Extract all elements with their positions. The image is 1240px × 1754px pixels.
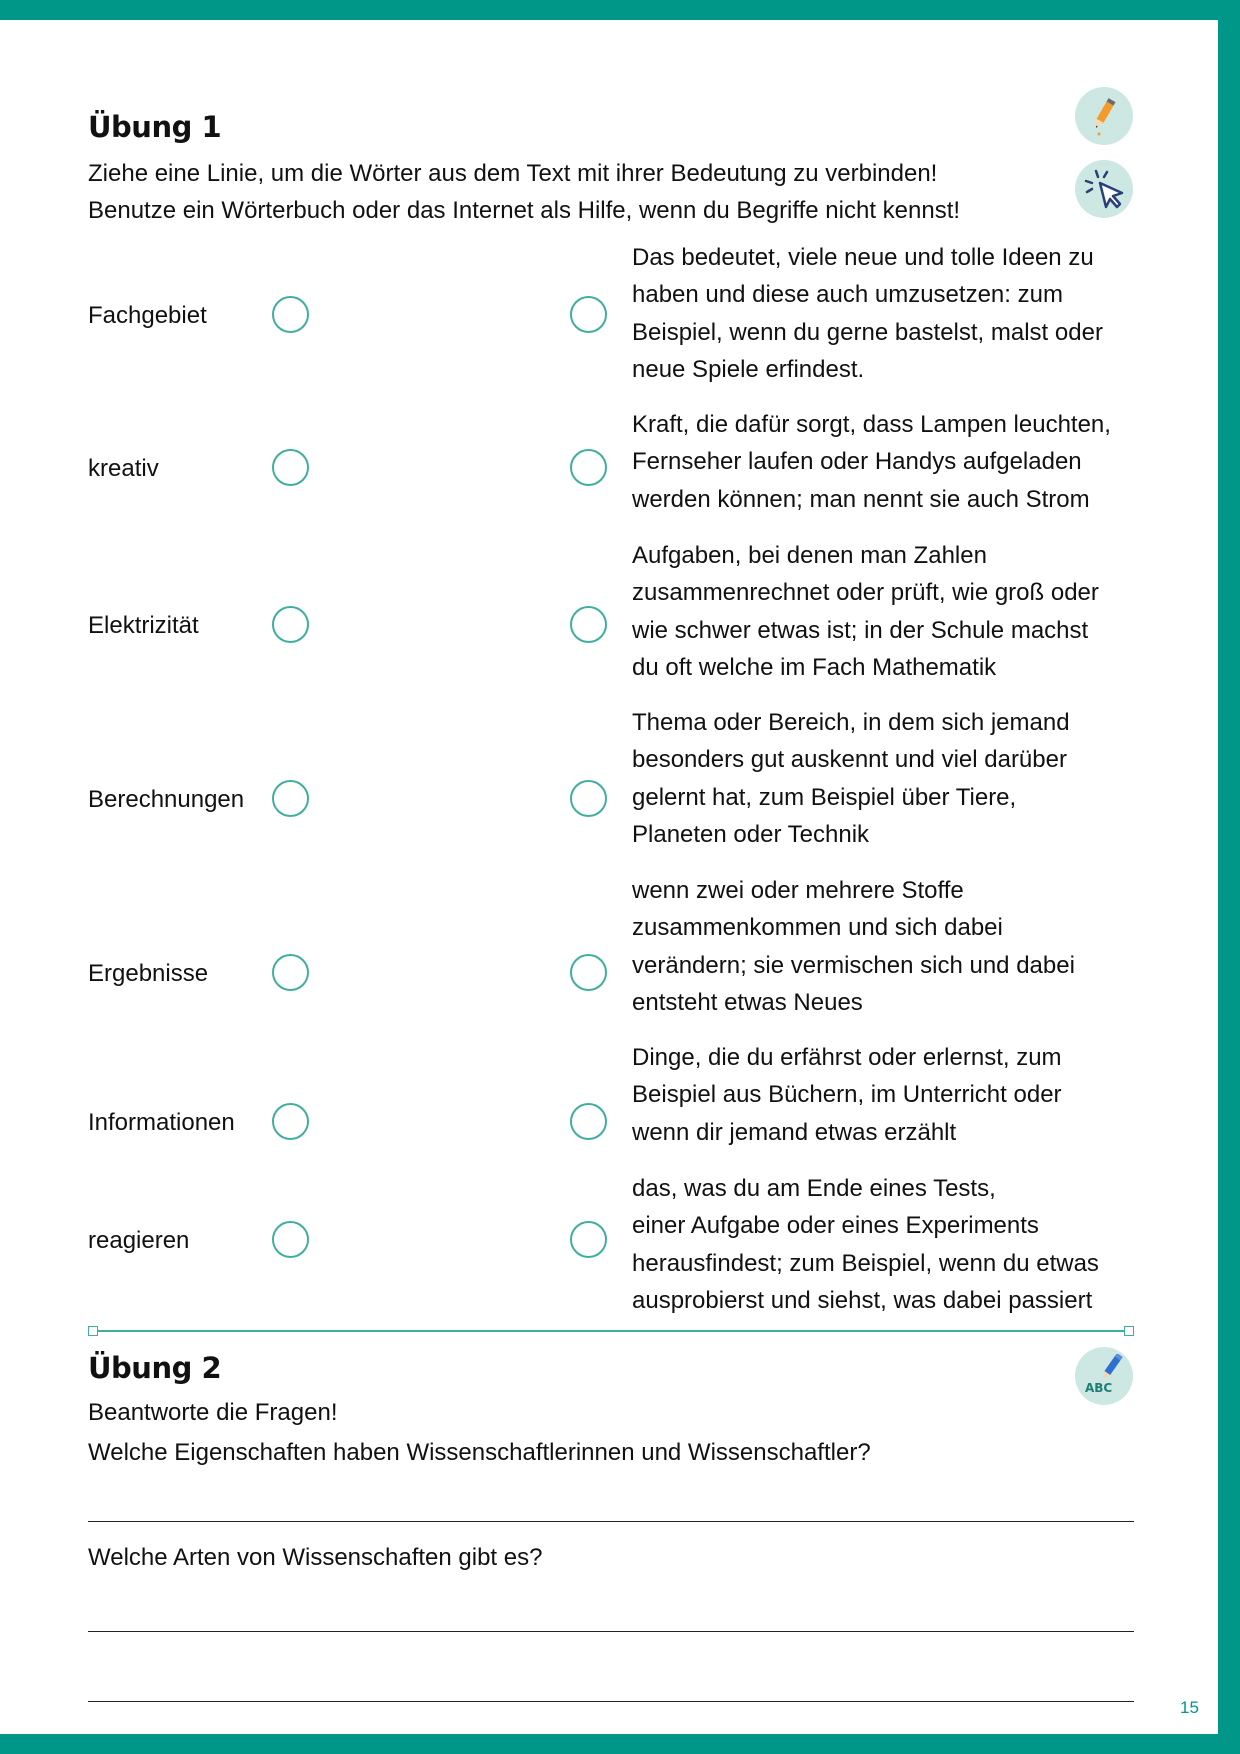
definition-7: [632, 1170, 1152, 1320]
definition-connect-point[interactable]: [570, 1221, 607, 1258]
svg-text:ABC: ABC: [1085, 1381, 1113, 1395]
term-connect-point[interactable]: [272, 780, 309, 817]
divider-handle-right[interactable]: [1124, 1326, 1134, 1336]
definition-5: [632, 872, 1152, 1022]
page-frame-top: [0, 0, 1240, 20]
definition-connect-point[interactable]: [570, 780, 607, 817]
answer-line[interactable]: [88, 1631, 1134, 1632]
term-connect-point[interactable]: [272, 1103, 309, 1140]
exercise-1-instruction-line-2: Benutze ein Wörterbuch oder das Internet als Hilfe, wenn du Begriffe nicht kennst!: [88, 197, 961, 224]
term-berechnungen: Berechnungen: [88, 786, 245, 813]
definition-line: Das bedeutet, viele neue und tolle Ideen zu: [632, 244, 1094, 271]
term-connect-point[interactable]: [272, 954, 309, 991]
term-fachgebiet: Fachgebiet: [88, 302, 207, 329]
definition-line: einer Aufgabe oder eines Experiments: [632, 1212, 1039, 1240]
cursor-click-icon: [1080, 165, 1128, 213]
definition-line: Planeten oder Technik: [632, 821, 870, 849]
definition-line: werden können; man nennt sie auch Strom: [632, 485, 1090, 513]
definition-line: wie schwer etwas ist; in der Schule machst: [632, 616, 1089, 644]
term-elektrizitaet: Elektrizität: [88, 612, 199, 639]
definition-connect-point[interactable]: [570, 1103, 607, 1140]
question-2: Welche Arten von Wissenschaften gibt es?: [88, 1544, 543, 1571]
definition-line: Aufgaben, bei denen man Zahlen: [632, 542, 987, 569]
definition-line: du oft welche im Fach Mathematik: [632, 654, 997, 682]
definition-connect-point[interactable]: [570, 296, 607, 333]
definition-line: Fernseher laufen oder Handys aufgeladen: [632, 448, 1082, 476]
definition-line: wenn zwei oder mehrere Stoffe: [632, 877, 964, 904]
definition-line: haben und diese auch umzusetzen: zum: [632, 281, 1063, 309]
term-connect-point[interactable]: [272, 449, 309, 486]
definition-line: verändern; sie vermischen sich und dabei: [632, 951, 1075, 979]
term-ergebnisse: Ergebnisse: [88, 960, 209, 987]
exercise-1-instruction-line-1: Ziehe eine Linie, um die Wörter aus dem Text mit ihrer Bedeutung zu verbinden!: [88, 160, 938, 187]
definition-6: [632, 1039, 1152, 1151]
term-informationen: Informationen: [88, 1109, 235, 1136]
definition-line: entsteht etwas Neues: [632, 989, 863, 1017]
page-number: 15: [1180, 1698, 1199, 1717]
pencil-abc-badge: [1075, 1347, 1133, 1405]
answer-line[interactable]: [88, 1701, 1134, 1702]
definition-4: [632, 704, 1152, 854]
exercise-2-title: Übung 2: [88, 1351, 222, 1385]
term-connect-point[interactable]: [272, 296, 309, 333]
definition-1: [632, 239, 1152, 389]
term-reagieren: reagieren: [88, 1227, 190, 1254]
pencil-badge: [1075, 87, 1133, 145]
definition-line: Beispiel, wenn du gerne bastelst, malst oder: [632, 318, 1103, 346]
definition-line: gelernt hat, zum Beispiel über Tiere,: [632, 783, 1017, 811]
definition-connect-point[interactable]: [570, 449, 607, 486]
definition-line: herausfindest; zum Beispiel, wenn du etwas: [632, 1249, 1099, 1277]
definition-line: zusammenrechnet oder prüft, wie groß oder: [632, 579, 1099, 607]
question-1: Welche Eigenschaften haben Wissenschaftlerinnen und Wissenschaftler?: [88, 1439, 871, 1466]
answer-line[interactable]: [88, 1521, 1134, 1522]
definition-line: zusammenkommen und sich dabei: [632, 914, 1003, 942]
term-connect-point[interactable]: [272, 1221, 309, 1258]
pencil-icon: [1087, 96, 1121, 136]
definition-line: Thema oder Bereich, in dem sich jemand: [632, 709, 1070, 736]
definition-line: wenn dir jemand etwas erzählt: [632, 1118, 957, 1146]
definition-connect-point[interactable]: [570, 606, 607, 643]
definition-line: neue Spiele erfindest.: [632, 356, 865, 384]
page-frame-right: [1218, 0, 1240, 1754]
definition-line: das, was du am Ende eines Tests,: [632, 1175, 996, 1202]
page-frame-bottom: [0, 1734, 1240, 1754]
exercise-2-instruction: Beantworte die Fragen!: [88, 1399, 338, 1426]
term-kreativ: kreativ: [88, 455, 159, 482]
divider-handle-left[interactable]: [88, 1326, 98, 1336]
definition-line: besonders gut auskennt und viel darüber: [632, 746, 1067, 774]
definition-2: [632, 406, 1152, 518]
section-divider: [93, 1330, 1129, 1332]
pencil-abc-icon: [1082, 1354, 1126, 1398]
exercise-1-title: Übung 1: [88, 110, 222, 144]
definition-line: Kraft, die dafür sorgt, dass Lampen leuchten,: [632, 411, 1111, 438]
term-connect-point[interactable]: [272, 606, 309, 643]
definition-3: [632, 537, 1152, 687]
definition-line: Beispiel aus Büchern, im Unterricht oder: [632, 1081, 1062, 1109]
cursor-click-badge: [1075, 160, 1133, 218]
definition-connect-point[interactable]: [570, 954, 607, 991]
definition-line: Dinge, die du erfährst oder erlernst, zum: [632, 1044, 1062, 1071]
definition-line: ausprobierst und siehst, was dabei passiert: [632, 1287, 1093, 1315]
